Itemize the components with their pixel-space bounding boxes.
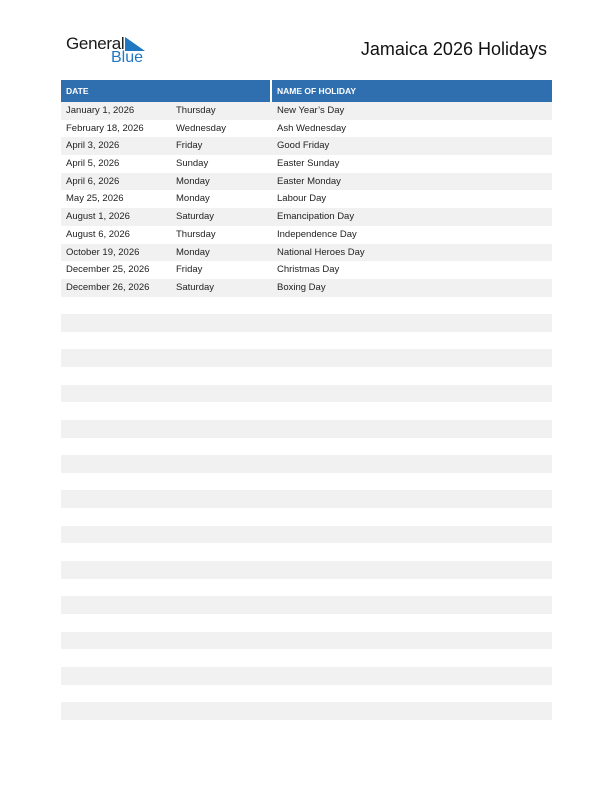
row-holiday-name: Good Friday [277, 140, 330, 152]
row-weekday: Sunday [176, 158, 209, 170]
header-date: DATE [66, 86, 89, 96]
row-weekday: Friday [176, 140, 203, 152]
row-date: April 3, 2026 [66, 140, 120, 152]
table-row [61, 173, 552, 191]
table-row [61, 102, 552, 120]
header-holiday-name: NAME OF HOLIDAY [277, 86, 357, 96]
table-header [61, 80, 552, 102]
logo-general-text: General [66, 34, 125, 53]
row-weekday: Monday [176, 193, 210, 205]
row-date: January 1, 2026 [66, 105, 135, 116]
row-weekday: Thursday [176, 105, 216, 116]
blank-band [61, 632, 552, 650]
row-date: February 18, 2026 [66, 122, 144, 134]
blank-band [61, 420, 552, 438]
blank-band [61, 526, 552, 544]
table-row [61, 261, 552, 279]
row-weekday: Thursday [176, 228, 216, 240]
row-weekday: Monday [176, 246, 210, 258]
row-holiday-name: Easter Sunday [277, 158, 340, 170]
row-date: May 25, 2026 [66, 193, 124, 205]
row-weekday: Wednesday [176, 122, 226, 134]
row-holiday-name: Labour Day [277, 193, 327, 205]
blank-band [61, 490, 552, 508]
row-date: August 1, 2026 [66, 211, 130, 223]
row-holiday-name: New Year’s Day [277, 105, 345, 116]
blank-band [61, 561, 552, 579]
table-row [61, 137, 552, 155]
table-row [61, 120, 552, 138]
row-date: April 5, 2026 [66, 158, 120, 170]
row-holiday-name: Christmas Day [277, 264, 340, 276]
page-title: Jamaica 2026 Holidays [360, 39, 547, 59]
generalblue-logo [66, 34, 156, 68]
blank-band [61, 314, 552, 332]
table-row [61, 190, 552, 208]
header-divider [270, 80, 272, 102]
holiday-table [61, 80, 552, 297]
row-holiday-name: Emancipation Day [277, 211, 355, 223]
logo-blue-text: Blue [111, 49, 144, 66]
table-row [61, 279, 552, 297]
row-date: December 26, 2026 [66, 281, 150, 293]
row-holiday-name: Ash Wednesday [277, 122, 347, 134]
row-holiday-name: Boxing Day [277, 281, 326, 293]
row-weekday: Friday [176, 264, 203, 276]
row-date: April 6, 2026 [66, 175, 120, 187]
row-date: December 25, 2026 [66, 264, 150, 276]
row-holiday-name: National Heroes Day [277, 246, 365, 258]
table-row [61, 208, 552, 226]
blank-bands [61, 314, 552, 737]
row-date: August 6, 2026 [66, 228, 130, 240]
row-weekday: Saturday [176, 211, 215, 223]
blank-band [61, 455, 552, 473]
blank-band [61, 702, 552, 720]
row-holiday-name: Independence Day [277, 228, 357, 240]
row-weekday: Monday [176, 175, 210, 187]
blank-band [61, 596, 552, 614]
row-holiday-name: Easter Monday [277, 175, 341, 187]
table-row [61, 226, 552, 244]
row-weekday: Saturday [176, 281, 215, 293]
table-row [61, 155, 552, 173]
blank-band [61, 385, 552, 403]
row-date: October 19, 2026 [66, 246, 140, 258]
table-body [61, 102, 552, 297]
blank-band [61, 349, 552, 367]
table-row [61, 244, 552, 262]
blank-band [61, 667, 552, 685]
